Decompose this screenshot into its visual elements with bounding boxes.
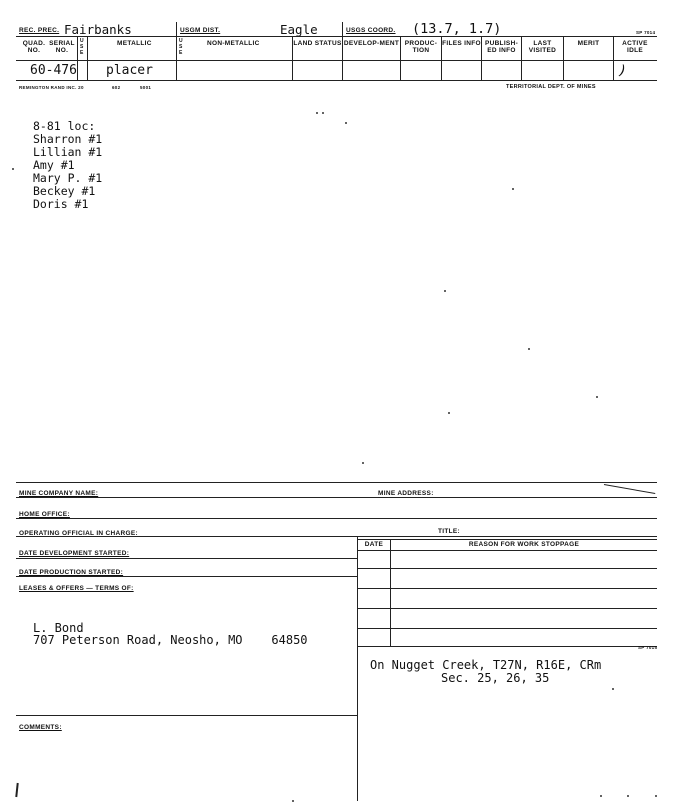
metallic-label: METALLIC — [117, 40, 152, 47]
date-col-label: DATE — [364, 541, 384, 548]
files-info-label: FILES INFO — [442, 40, 481, 47]
published-info-label: PUBLISH-ED INFO — [484, 40, 519, 54]
usgm-dist-label: USGM DIST. — [180, 27, 221, 34]
production-label: PRODUC-TION — [404, 40, 438, 54]
form-number-2: SP 7015 — [638, 645, 658, 650]
lessee-name: L. Bond — [33, 621, 84, 635]
form-number: SP 7014 — [636, 30, 656, 35]
serial-no-label: SERIAL NO. — [49, 40, 75, 54]
home-office-label: HOME OFFICE: — [19, 511, 70, 518]
claim-item: Sharron #1 — [33, 132, 103, 146]
claim-item: Doris #1 — [33, 197, 89, 211]
claim-item: Mary P. #1 — [33, 171, 103, 185]
last-visited-label: LAST VISITED — [528, 40, 557, 54]
merit-label: MERIT — [577, 40, 600, 47]
claim-item: Amy #1 — [33, 158, 75, 172]
active-idle-label: ACTIVE IDLE — [622, 40, 648, 54]
non-metallic-label: NON-METALLIC — [207, 40, 260, 47]
mine-address-label: MINE ADDRESS: — [378, 490, 434, 497]
claim-item: Beckey #1 — [33, 184, 96, 198]
title-label: TITLE: — [438, 528, 461, 535]
printer-code-2: 5001 — [140, 85, 152, 90]
land-status-label: LAND STATUS — [293, 40, 342, 47]
use-label-nonmetallic: USE — [179, 38, 183, 56]
reason-col-label: REASON FOR WORK STOPPAGE — [468, 541, 580, 548]
claims-heading: 8-81 loc: — [33, 119, 96, 133]
rec-prec-label: REC. PREC. — [19, 27, 60, 34]
pen-mark — [15, 783, 18, 797]
usgs-coord-label: USGS COORD. — [346, 27, 396, 34]
printer-code-1: 602 — [112, 85, 121, 90]
claims-list — [33, 120, 102, 211]
comments-label: COMMENTS: — [19, 724, 62, 731]
development-label: DEVELOP-MENT — [343, 40, 400, 47]
usgm-dist-value: Eagle — [280, 22, 318, 37]
claim-item: Lillian #1 — [33, 145, 103, 159]
mine-company-label: MINE COMPANY NAME: — [19, 490, 99, 497]
usgs-coord-value: (13.7, 1.7) — [412, 21, 502, 37]
active-idle-mark: ) — [615, 62, 629, 80]
printer-imprint: REMINGTON RAND INC. 20 — [19, 85, 84, 90]
date-production-label: DATE PRODUCTION STARTED: — [19, 569, 124, 576]
department-imprint: TERRITORIAL DEPT. OF MINES — [506, 84, 596, 90]
use-label-metallic: USE — [80, 38, 84, 56]
location-line-1: On Nugget Creek, T27N, R16E, CRm — [370, 658, 602, 672]
date-development-label: DATE DEVELOPMENT STARTED: — [19, 550, 130, 557]
quad-serial-value: 60-476 — [30, 63, 77, 78]
quad-no-label: QUAD. NO. — [22, 40, 46, 54]
operating-official-label: OPERATING OFFICIAL IN CHARGE: — [19, 530, 138, 537]
location-line-2: Sec. 25, 26, 35 — [441, 671, 550, 685]
metallic-value: placer — [106, 63, 153, 78]
lessee-address: 707 Peterson Road, Neosho, MO 64850 — [33, 633, 308, 647]
rec-prec-value: Fairbanks — [64, 22, 132, 37]
leases-label: LEASES & OFFERS — TERMS OF: — [19, 585, 134, 592]
